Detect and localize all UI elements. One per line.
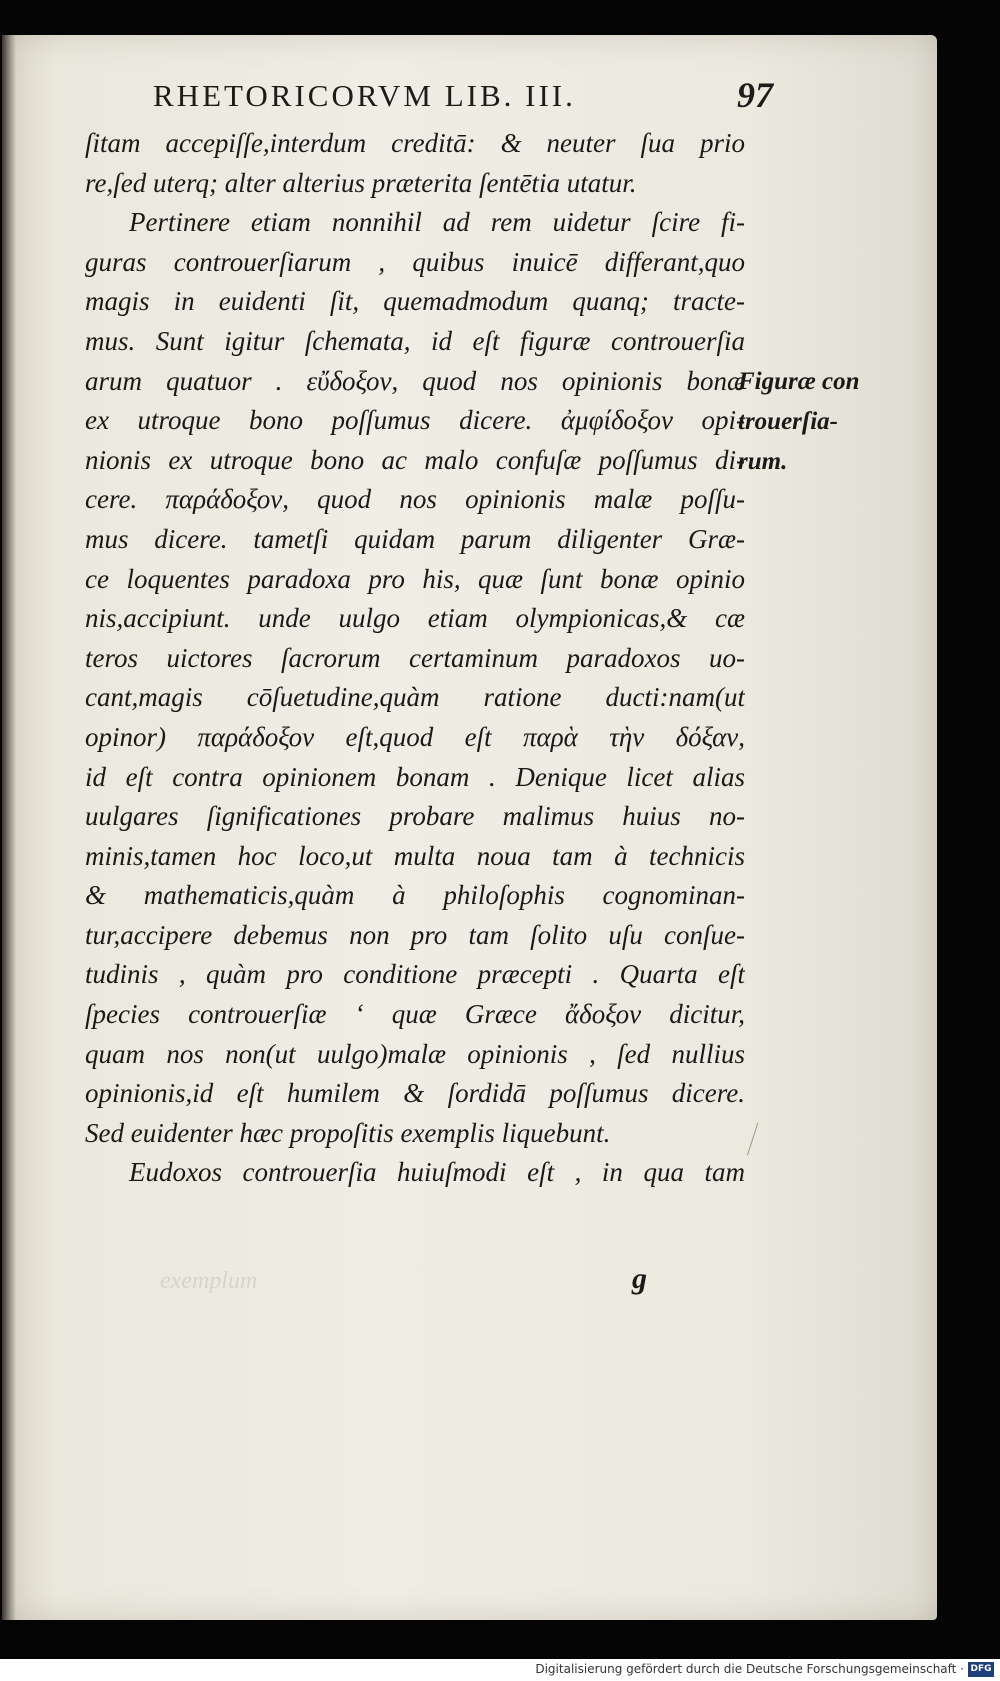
body-line: re,ſed uterq; alter alterius præterita ſentētia utatur. — [85, 167, 637, 198]
body-line: Sed euidenter hæc propoſitis exemplis liquebunt. — [85, 1117, 611, 1148]
body-line: nis,accipiunt. unde uulgo etiam olympionicas,& cæ — [85, 603, 745, 634]
body-text — [85, 124, 745, 1193]
body-line: mus dicere. tametſi quidam parum diligenter Græ- — [85, 523, 745, 554]
marginal-note — [738, 362, 878, 482]
body-line: opinor) παράδοξον eſt,quod eſt παρὰ τὴν δόξαν, — [85, 721, 745, 752]
body-line: magis in euidenti ſit, quemadmodum quanq; tracte- — [85, 286, 745, 317]
marginal-note-line: trouerſia- — [738, 408, 838, 435]
body-line: opinionis,id eſt humilem & ſordidā poſſumus dicere. — [85, 1078, 745, 1109]
digitization-credit: Digitalisierung gefördert durch die Deutsche Forschungsgemeinschaft · — [535, 1662, 964, 1676]
body-line: arum quatuor . εὔδοξον, quod nos opinionis bonæ — [85, 365, 745, 396]
body-line: nionis ex utroque bono ac malo confuſæ poſſumus di- — [85, 444, 745, 475]
body-line: cant,magis cōſuetudine,quàm ratione ducti:nam(ut — [85, 682, 745, 713]
marginal-note-line: rum. — [738, 448, 788, 475]
running-head: RHETORICORVM LIB. III. — [153, 78, 576, 113]
body-line: quam nos non(ut uulgo)malæ opinionis , ſed nullius — [85, 1038, 745, 1069]
body-line: ſitam accepiſſe,interdum creditā: & neuter ſua prio — [85, 128, 745, 158]
signature-mark: g — [632, 1262, 647, 1295]
body-line: Pertinere etiam nonnihil ad rem uidetur ſcire fi- — [129, 207, 745, 238]
marginal-note-line: Figuræ con — [738, 368, 860, 395]
body-line: tur,accipere debemus non pro tam ſolito uſu conſue- — [85, 919, 745, 950]
body-line: id eſt contra opinionem bonam . Denique licet alias — [85, 761, 745, 792]
body-line: teros uictores ſacrorum certaminum paradoxos uo- — [85, 642, 745, 673]
body-line: uulgares ſignificationes probare malimus huius no- — [85, 801, 745, 832]
body-line: & mathematicis,quàm à philoſophis cognominan- — [85, 880, 745, 911]
dfg-logo-icon: DFG — [968, 1662, 994, 1677]
show-through-text: exemplum — [160, 1268, 258, 1294]
body-line: mus. Sunt igitur ſchemata, id eſt figuræ controuerſia — [85, 325, 745, 356]
body-line: ſpecies controuerſiæ ‘ quæ Græce ἄδοξον dicitur, — [85, 999, 745, 1030]
folio-number: 97 — [737, 75, 773, 115]
body-line: ce loquentes paradoxa pro his, quæ ſunt bonæ opinio — [85, 563, 745, 594]
body-line: Eudoxos controuerſia huiuſmodi eſt , in qua tam — [129, 1157, 745, 1188]
body-line: cere. παράδοξον, quod nos opinionis malæ poſſu- — [85, 484, 745, 515]
body-line: minis,tamen hoc loco,ut multa noua tam à technicis — [85, 840, 745, 871]
body-line: ex utroque bono poſſumus dicere. ἀμφίδοξον opi- — [85, 405, 745, 436]
body-line: tudinis , quàm pro conditione præcepti . Quarta eſt — [85, 959, 745, 990]
page-gutter — [2, 35, 16, 1620]
body-line: guras controuerſiarum , quibus inuicē differant,quo — [85, 246, 745, 277]
